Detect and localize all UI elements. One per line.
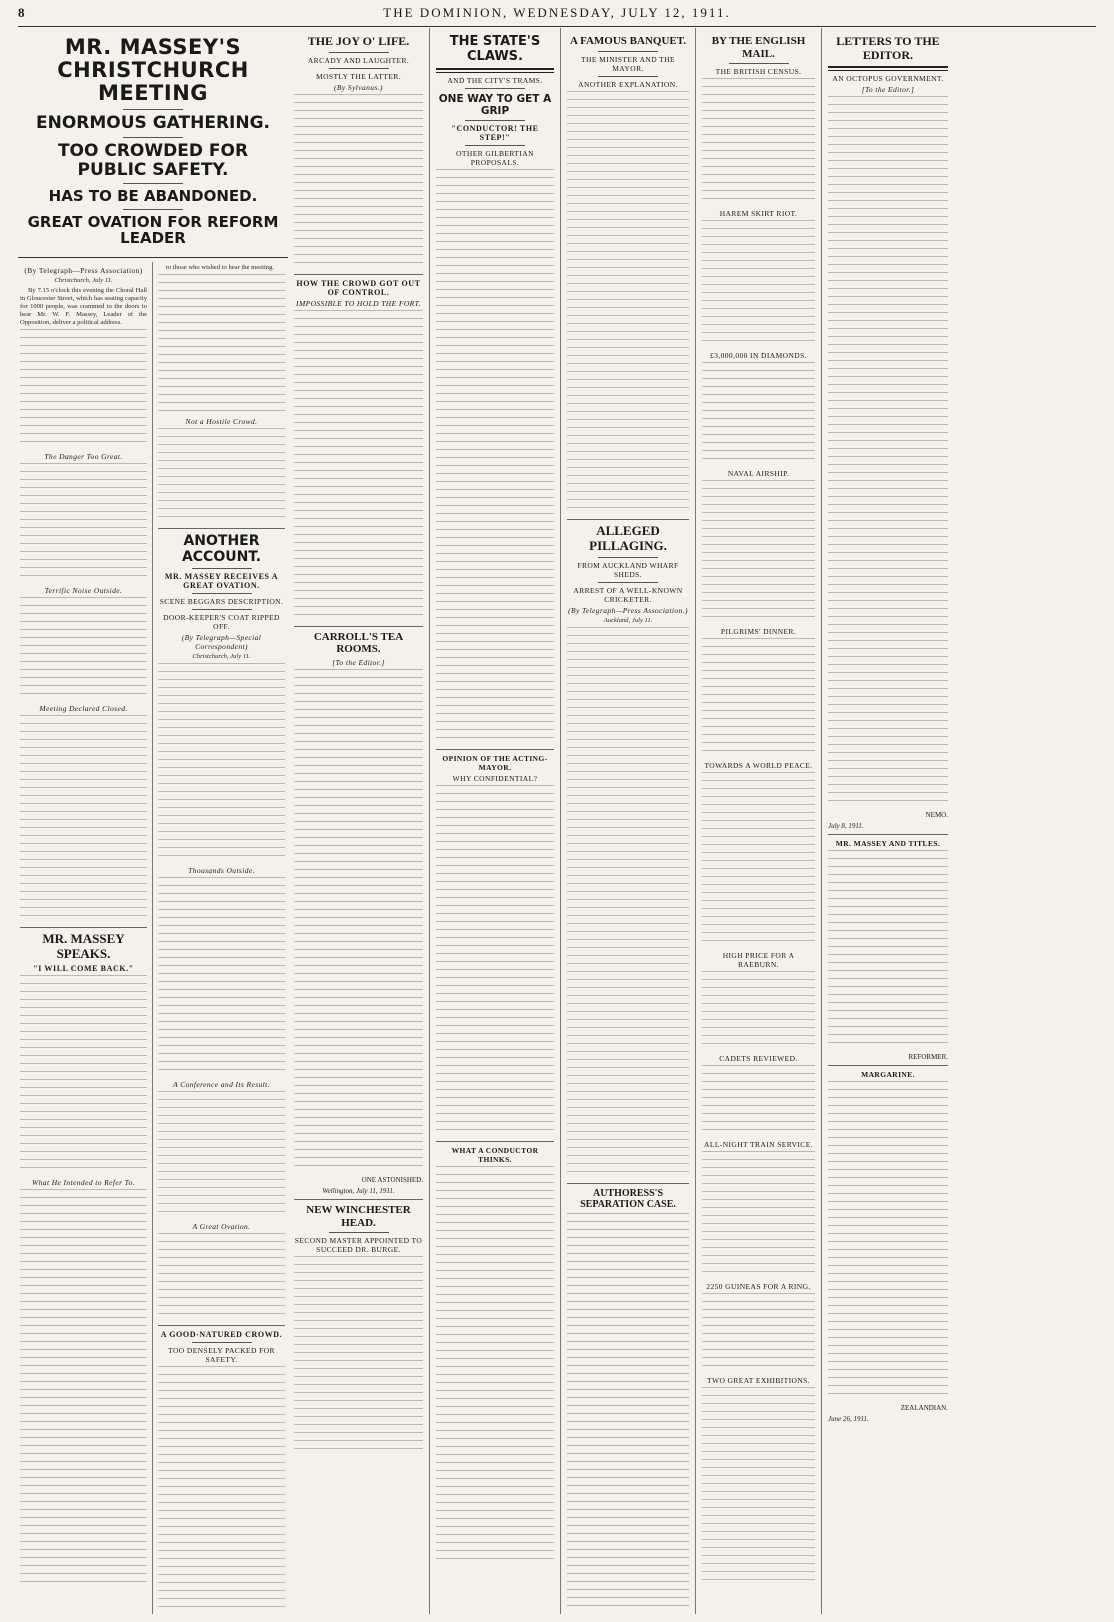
headline-good-natured: A GOOD-NATURED CROWD. bbox=[160, 1330, 283, 1340]
headline-conductor-thinks: WHAT A CONDUCTOR THINKS. bbox=[451, 1146, 539, 1164]
headline-densely-packed: TOO DENSELY PACKED FOR SAFETY. bbox=[168, 1346, 275, 1365]
headline-scene: SCENE BEGGARS DESCRIPTION. bbox=[159, 597, 284, 607]
headline-letters: LETTERS TO THE EDITOR. bbox=[836, 34, 940, 62]
lead-headline-block bbox=[18, 28, 288, 258]
col2-dateline: Christchurch, July 11. bbox=[192, 653, 251, 661]
headline-english-mail: BY THE ENGLISH MAIL. bbox=[711, 35, 806, 60]
col7-to-editor: [To the Editor.] bbox=[861, 84, 915, 94]
col3-byline: (By Sylvanus.) bbox=[334, 82, 383, 92]
sub-why-confidential: WHY CONFIDENTIAL? bbox=[452, 774, 538, 783]
column-3 bbox=[288, 28, 430, 1614]
lead-paragraph: By 7.15 o'clock this evening the Choral Hall in Gloucester Street, which has seating capacity for 1000 people, was crammed to the doors to hear Mr. W. F. Massey, Leader of the Opposition, deliver a political address. bbox=[20, 286, 147, 326]
sub-not-hostile: Not a Hostile Crowd. bbox=[185, 416, 258, 426]
sub-diamonds: £3,000,000 IN DIAMONDS. bbox=[710, 351, 807, 361]
masthead-title: THE DOMINION, WEDNESDAY, JULY 12, 1911. bbox=[383, 5, 731, 20]
col5-dateline: Auckland, July 11. bbox=[603, 616, 653, 624]
headline-gilbertian: OTHER GILBERTIAN PROPOSALS. bbox=[456, 149, 534, 167]
headline-winchester: NEW WINCHESTER HEAD. bbox=[306, 1204, 411, 1229]
headline-crowd-control: HOW THE CROWD GOT OUT OF CONTROL. bbox=[296, 278, 421, 297]
headline-arrest-cricketer: ARREST OF A WELL-KNOWN CRICKETER. bbox=[573, 585, 683, 604]
sub-danger: The Danger Too Great. bbox=[44, 451, 123, 461]
sub-ring: 2250 GUINEAS FOR A RING. bbox=[706, 1282, 811, 1292]
sub-great-ovation: A Great Ovation. bbox=[192, 1222, 251, 1232]
headline-receives-ovation: MR. MASSEY RECEIVES A GREAT OVATION. bbox=[164, 572, 279, 591]
headline-one-way: ONE WAY TO GET A GRIP bbox=[438, 92, 552, 117]
headline-too-crowded: TOO CROWDED FOR PUBLIC SAFETY. bbox=[57, 140, 249, 180]
masthead bbox=[18, 0, 1096, 27]
sub-impossible-hold: IMPOSSIBLE TO HOLD THE FORT. bbox=[296, 298, 421, 308]
headline-enormous: ENORMOUS GATHERING. bbox=[36, 113, 270, 134]
headline-alleged-pillaging: ALLEGED PILLAGING. bbox=[589, 522, 667, 553]
headline-second-master: SECOND MASTER APPOINTED TO SUCCEED DR. BURGE. bbox=[294, 1236, 423, 1255]
sub-intended: What He Intended to Refer To. bbox=[32, 1177, 135, 1187]
sub-world-peace: TOWARDS A WORLD PEACE. bbox=[704, 761, 813, 771]
sub-conference: A Conference and Its Result. bbox=[173, 1080, 270, 1090]
sub-massey-speaks: MR. MASSEY SPEAKS. bbox=[42, 930, 125, 961]
sub-harem-skirt: HAREM SKIRT RIOT. bbox=[719, 209, 798, 219]
lead-dateline: Christchurch, July 11. bbox=[54, 276, 113, 284]
col7-letter-date: July 8, 1911. bbox=[828, 821, 864, 830]
sub-raeburn: HIGH PRICE FOR A RAEBURN. bbox=[722, 951, 795, 970]
page-number: 8 bbox=[18, 5, 25, 20]
sub-all-night-train: ALL-NIGHT TRAIN SERVICE. bbox=[704, 1140, 813, 1150]
column-2 bbox=[153, 262, 288, 1614]
headline-door-keeper: DOOR-KEEPER'S COAT RIPPED OFF. bbox=[163, 613, 280, 632]
lead-subcolumn-1 bbox=[18, 262, 153, 1614]
headline-british-census: THE BRITISH CENSUS. bbox=[715, 67, 802, 77]
headline-another-account: ANOTHER ACCOUNT. bbox=[181, 532, 262, 565]
column-lead-story bbox=[18, 28, 288, 1614]
sub-cadets: CADETS REVIEWED. bbox=[719, 1054, 798, 1064]
headline-abandoned: HAS TO BE ABANDONED. bbox=[48, 187, 258, 206]
headline-famous-banquet: A FAMOUS BANQUET. bbox=[569, 35, 686, 47]
sub-pilgrims-dinner: PILGRIMS' DINNER. bbox=[720, 627, 797, 637]
col7-letter-date-2: June 26, 1911. bbox=[828, 1414, 869, 1423]
sub-meeting-closed: Meeting Declared Closed. bbox=[39, 703, 128, 713]
headline-ovation: GREAT OVATION FOR REFORM LEADER bbox=[27, 212, 279, 248]
signature-nemo: NEMO. bbox=[925, 810, 948, 819]
headline-margarine: MARGARINE. bbox=[861, 1069, 915, 1079]
column-4 bbox=[430, 28, 561, 1614]
col3-to-editor: [To the Editor.] bbox=[332, 658, 385, 668]
col3-letter-date: Wellington, July 11, 1911. bbox=[322, 1187, 395, 1196]
headline-massey-meeting: MR. MASSEY'S CHRISTCHURCH MEETING bbox=[57, 35, 249, 106]
headline-acting-mayor: OPINION OF THE ACTING-MAYOR. bbox=[442, 754, 548, 772]
signature-reformer: REFORMER. bbox=[908, 1052, 948, 1061]
sub-thousands-outside: Thousands Outside. bbox=[188, 866, 255, 876]
signature-one-astonished: ONE ASTONISHED. bbox=[361, 1176, 423, 1185]
headline-wharf-sheds: FROM AUCKLAND WHARF SHEDS. bbox=[577, 560, 679, 579]
column-7 bbox=[822, 28, 954, 1614]
lead-body bbox=[20, 277, 147, 327]
headline-arcady: ARCADY AND LAUGHTER. bbox=[307, 55, 410, 65]
headline-another-explanation: ANOTHER EXPLANATION. bbox=[578, 79, 678, 89]
sub-terrific-noise: Terrific Noise Outside. bbox=[44, 585, 123, 595]
headline-authoress: AUTHORESS'S SEPARATION CASE. bbox=[580, 1187, 676, 1211]
col2-intro: to those who wished to hear the meeting. bbox=[166, 263, 275, 271]
headline-minister-mayor: THE MINISTER AND THE MAYOR. bbox=[581, 54, 675, 73]
headline-joy-of-life: THE JOY O' LIFE. bbox=[307, 34, 410, 48]
headline-conductor-step: "CONDUCTOR! THE STEP!" bbox=[451, 124, 539, 142]
headline-carrolls: CARROLL'S TEA ROOMS. bbox=[313, 630, 404, 656]
headline-state-claws: THE STATE'S CLAWS. bbox=[449, 34, 541, 64]
headline-massey-titles: MR. MASSEY AND TITLES. bbox=[835, 838, 941, 848]
col5-byline: (By Telegraph—Press Association.) bbox=[568, 605, 688, 615]
headline-mostly: MOSTLY THE LATTER. bbox=[316, 71, 401, 81]
sub-come-back: "I WILL COME BACK." bbox=[33, 963, 134, 973]
headline-city-trams: AND THE CITY'S TRAMS. bbox=[447, 75, 543, 85]
headline-octopus: AN OCTOPUS GOVERNMENT. bbox=[832, 73, 944, 83]
column-6 bbox=[696, 28, 822, 1614]
column-5 bbox=[561, 28, 696, 1614]
signature-zealandian: ZEALANDIAN. bbox=[900, 1403, 948, 1412]
sub-naval-airship: NAVAL AIRSHIP. bbox=[727, 469, 790, 479]
lead-byline: (By Telegraph—Press Association) bbox=[24, 265, 143, 275]
columns bbox=[18, 28, 1096, 1614]
sub-exhibitions: TWO GREAT EXHIBITIONS. bbox=[706, 1376, 811, 1386]
col2-byline: (By Telegraph—Special Correspondent) bbox=[181, 633, 262, 652]
